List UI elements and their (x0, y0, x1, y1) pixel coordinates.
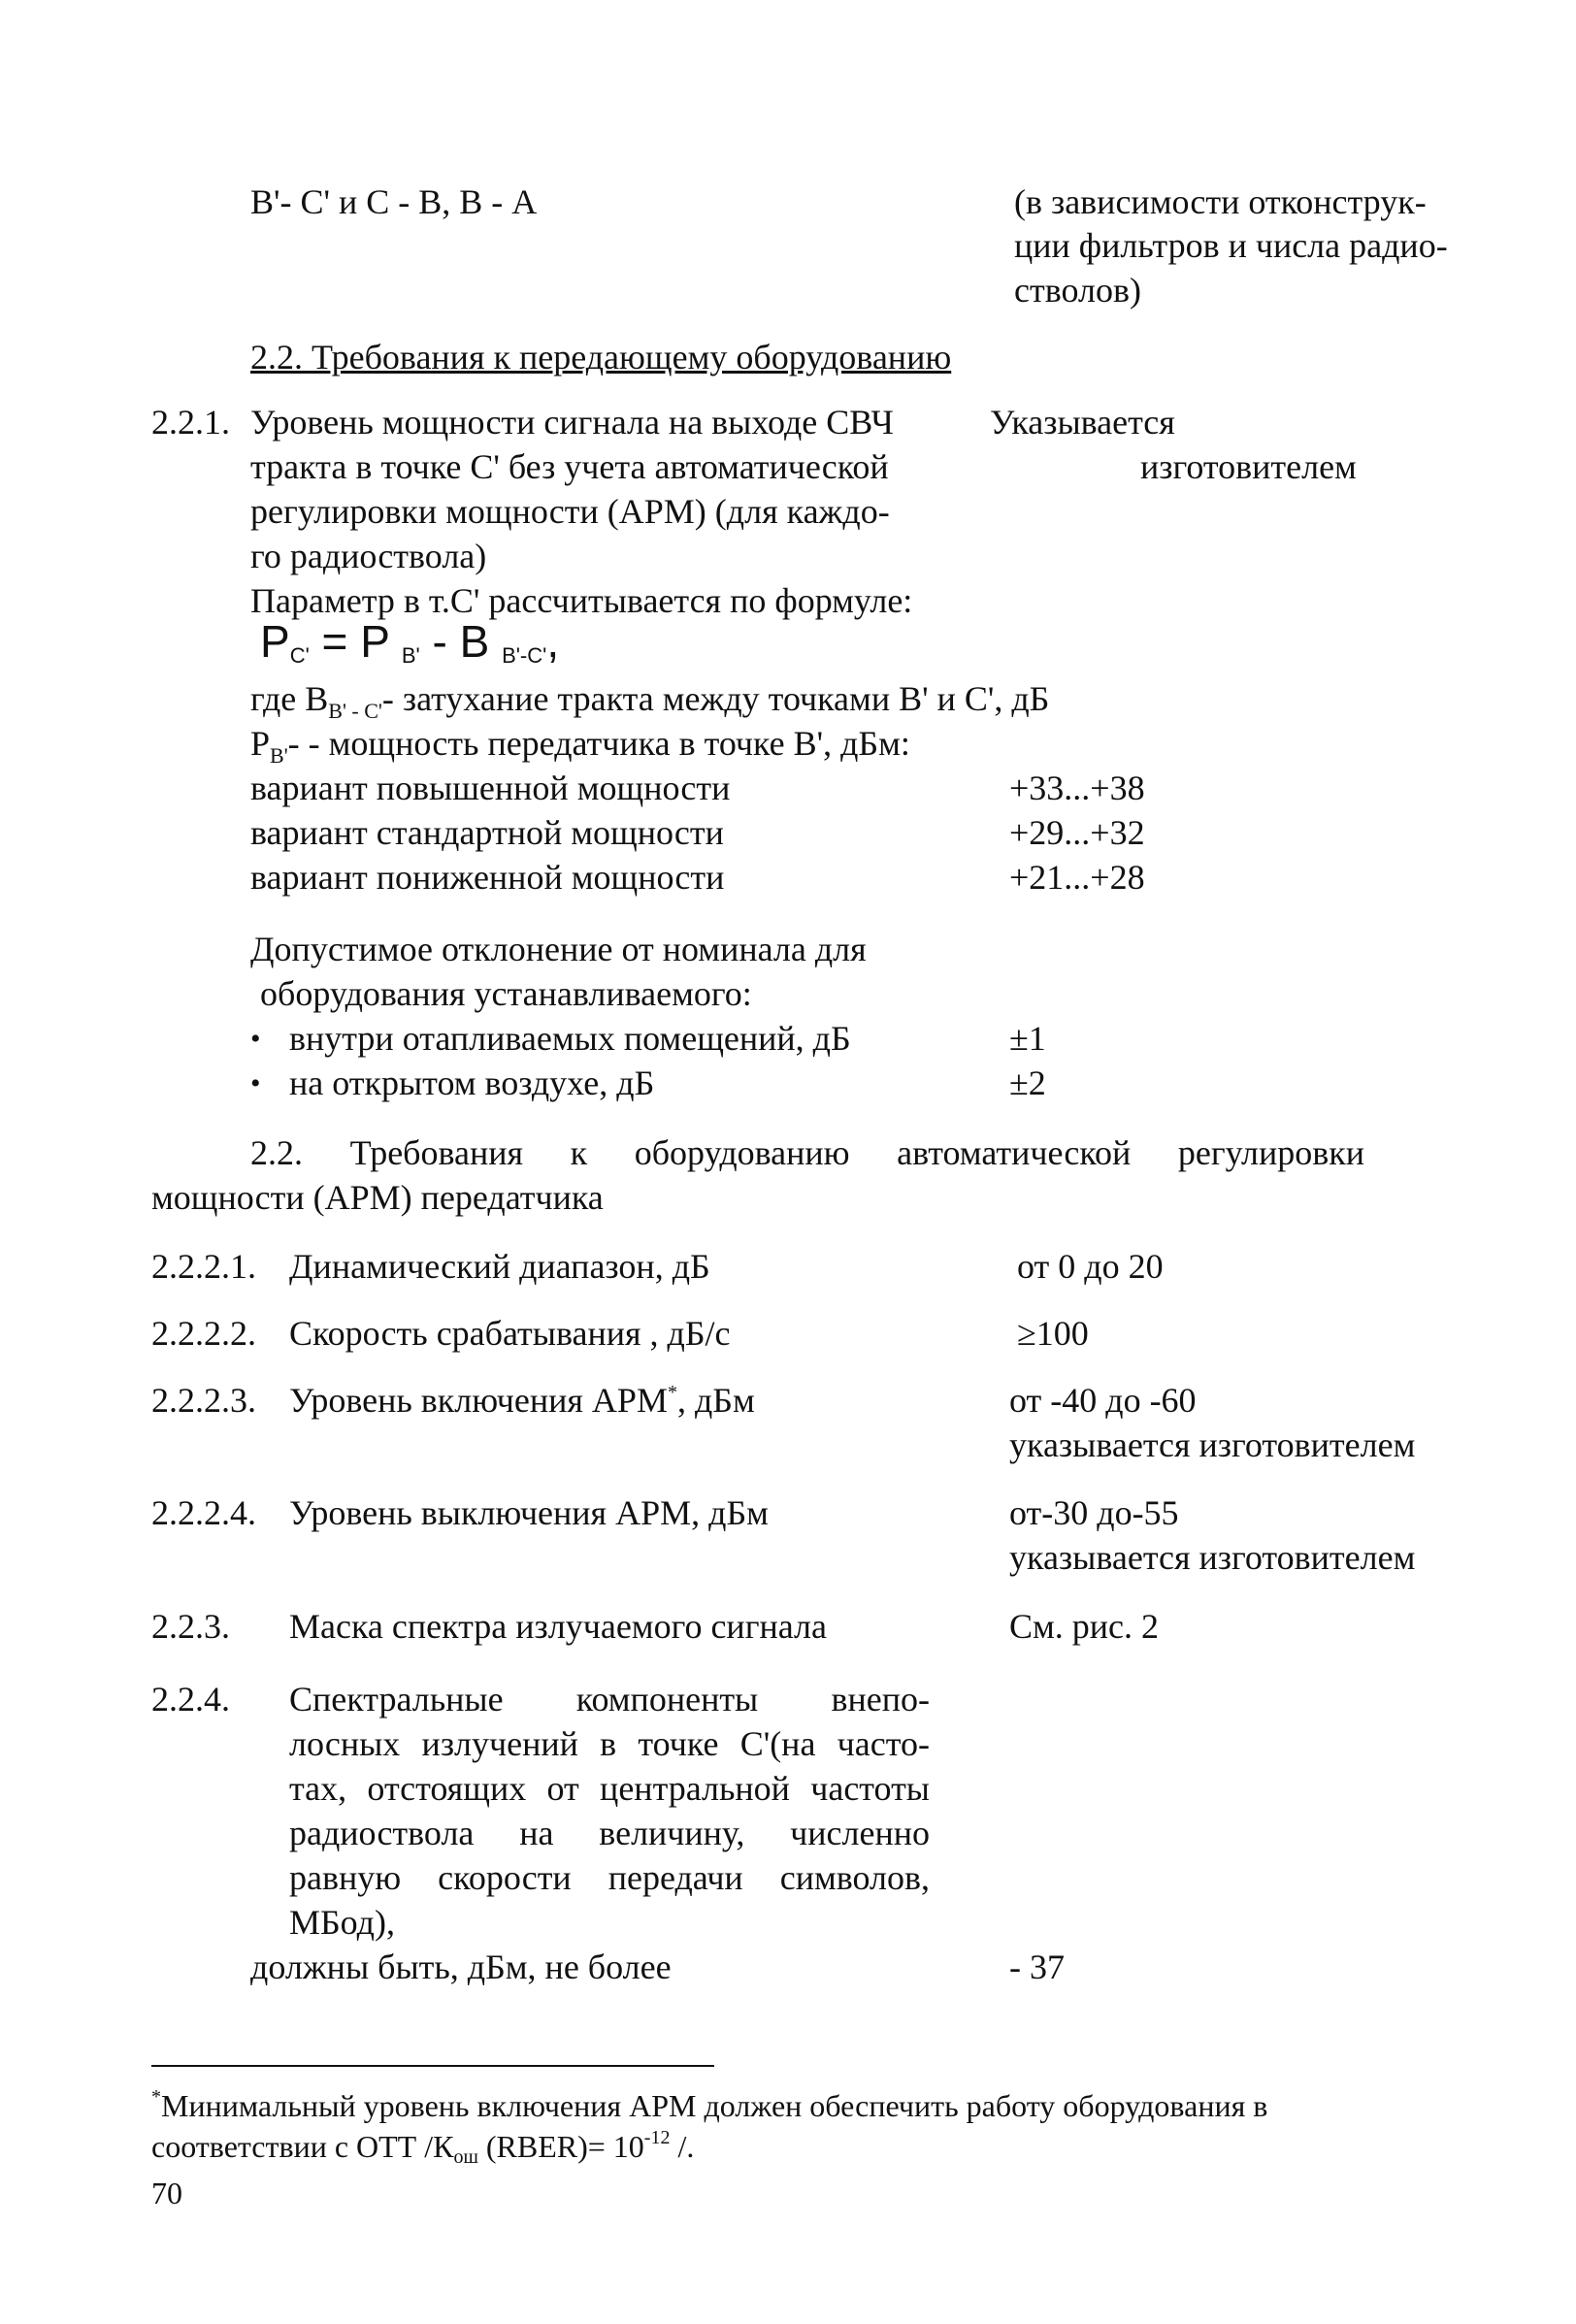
variant-low-label: вариант пониженной мощности (250, 858, 725, 897)
section-2-2-1-number: 2.2.1. (151, 403, 230, 442)
bullet-outdoor-label: на открытом воздухе, дБ (289, 1064, 655, 1102)
item-2-2-2-3-label (289, 1378, 755, 1424)
bullet-indoor-value: ±1 (1009, 1019, 1046, 1058)
item-2-2-4-line-3: тах, отстоящих от центральной частоты (289, 1769, 930, 1808)
variant-standard-value: +29...+32 (1009, 813, 1145, 852)
item-2-2-2-2-number: 2.2.2.2. (151, 1314, 256, 1353)
formula-minus: - B (419, 616, 503, 667)
formula-eq: = P (309, 616, 402, 667)
page-number: 70 (151, 2176, 182, 2210)
deviation-line-2: оборудования устанавливаемого: (260, 974, 752, 1013)
bullet-indoor-label: внутри отапливаемых помещений, дБ (289, 1019, 851, 1058)
item-2-2-2-4-label: Уровень выключения АРМ, дБм (289, 1493, 769, 1532)
formula-sub-c: C' (289, 643, 310, 668)
variant-high-value: +33...+38 (1009, 769, 1145, 807)
item-2-2-2-1-label: Динамический диапазон, дБ (289, 1247, 710, 1286)
item-2-2-2-1-value: от 0 до 20 (1017, 1247, 1164, 1286)
param-line: Параметр в т.С' рассчитывается по формуле: (250, 581, 913, 620)
section-2-2-heading: 2.2. Требования к передающему оборудованию (250, 338, 952, 376)
bullet-dot: • (250, 1023, 261, 1055)
footnote-line-1 (151, 2086, 1267, 2127)
item-2-2-4-number: 2.2.4. (151, 1680, 230, 1718)
item-2-2-2-3-value-note: указывается изготовителем (1009, 1425, 1416, 1464)
section-2-2-1-line-2: тракта в точке С' без учета автоматической (250, 447, 889, 486)
footnote-sup: -12 (643, 2127, 671, 2148)
footnote-line-2-c: /. (670, 2129, 695, 2164)
pb-line (250, 721, 910, 767)
item-2-2-2-4-value-note: указывается изготовителем (1009, 1538, 1416, 1577)
item-2-2-4-line-2: лосных излучений в точке С'(на часто- (289, 1724, 930, 1763)
item-2-2-3-number: 2.2.3. (151, 1607, 230, 1646)
pb-sub: В' (270, 743, 288, 768)
variant-low-value: +21...+28 (1009, 858, 1145, 897)
bullet-dot: • (250, 1067, 261, 1099)
bullet-outdoor-value: ±2 (1009, 1064, 1046, 1102)
footnote-marker: * (667, 1382, 677, 1403)
where-text: - затухание тракта между точками В' и С', дБ (381, 679, 1050, 718)
top-right-line-3: стволов) (1014, 271, 1141, 310)
top-left-text: В'- С' и С - В, В - А (250, 182, 538, 221)
item-2-2-4-value: - 37 (1009, 1948, 1065, 1986)
footnote-star: * (151, 2086, 161, 2108)
footnote-line-1-text: Минимальный уровень включения АРМ должен обеспечить работу оборудования в (161, 2088, 1268, 2123)
item-2-2-2-4-number: 2.2.2.4. (151, 1493, 256, 1532)
arm-section-heading-line-2: мощности (АРМ) передатчика (151, 1178, 604, 1217)
arm-section-heading-line-1: 2.2. Требования к оборудованию автоматической регулировки (250, 1133, 1364, 1172)
deviation-line-1: Допустимое отклонение от номинала для (250, 930, 867, 968)
footnote-line-2-a: соответствии с ОТТ /К (151, 2129, 454, 2164)
footnote-sub: ош (453, 2146, 478, 2168)
section-2-2-1-line-3: регулировки мощности (АРМ) (для каждо- (250, 492, 890, 531)
item-2-2-2-2-label: Скорость срабатывания , дБ/с (289, 1314, 731, 1353)
power-formula (260, 613, 559, 671)
top-right-line-2: ции фильтров и числа радио- (1014, 226, 1448, 265)
item-2-2-4-line-1: Спектральные компоненты внепо- (289, 1680, 930, 1718)
footnote-line-2 (151, 2127, 694, 2168)
item-2-2-3-label: Маска спектра излучаемого сигнала (289, 1607, 827, 1646)
item-2-2-2-3-number: 2.2.2.3. (151, 1381, 256, 1420)
item-2-2-2-3-label-text: Уровень включения АРМ (289, 1381, 668, 1420)
variant-standard-label: вариант стандартной мощности (250, 813, 724, 852)
where-sub: В' - С' (328, 699, 382, 723)
section-2-2-1-right-2: изготовителем (1140, 447, 1357, 486)
formula-sub-bc: B'-C' (502, 643, 547, 668)
pb-pre: Р (250, 724, 271, 763)
item-2-2-2-4-value: от-30 до-55 (1009, 1493, 1179, 1532)
formula-end: , (546, 616, 560, 667)
item-2-2-2-1-number: 2.2.2.1. (151, 1247, 256, 1286)
item-2-2-4-last-line: должны быть, дБм, не более (250, 1948, 672, 1986)
where-pre: где В (250, 679, 329, 718)
item-2-2-4-line-5: равную скорости передачи символов, (289, 1858, 930, 1897)
pb-text: - - мощность передатчика в точке В', дБм: (287, 724, 910, 763)
formula-p: P (260, 616, 290, 667)
footnote-line-2-b: (RBER)= 10 (477, 2129, 644, 2164)
formula-sub-b: B' (401, 643, 420, 668)
footnote-divider (151, 2065, 714, 2067)
variant-high-label: вариант повышенной мощности (250, 769, 731, 807)
top-right-line-1: (в зависимости отконструк- (1014, 182, 1427, 221)
section-2-2-1-line-4: го радиоствола) (250, 537, 487, 575)
section-2-2-1-right-1: Указывается (990, 403, 1175, 442)
item-2-2-4-line-4: радиоствола на величину, численно (289, 1814, 930, 1852)
item-2-2-2-3-label-end: , дБм (676, 1381, 755, 1420)
item-2-2-2-2-value: ≥100 (1017, 1314, 1089, 1353)
where-line (250, 676, 1049, 722)
section-2-2-1-line-1: Уровень мощности сигнала на выходе СВЧ (250, 403, 894, 442)
item-2-2-2-3-value: от -40 до -60 (1009, 1381, 1197, 1420)
item-2-2-3-value: См. рис. 2 (1009, 1607, 1160, 1646)
item-2-2-4-line-6: МБод), (289, 1903, 395, 1942)
